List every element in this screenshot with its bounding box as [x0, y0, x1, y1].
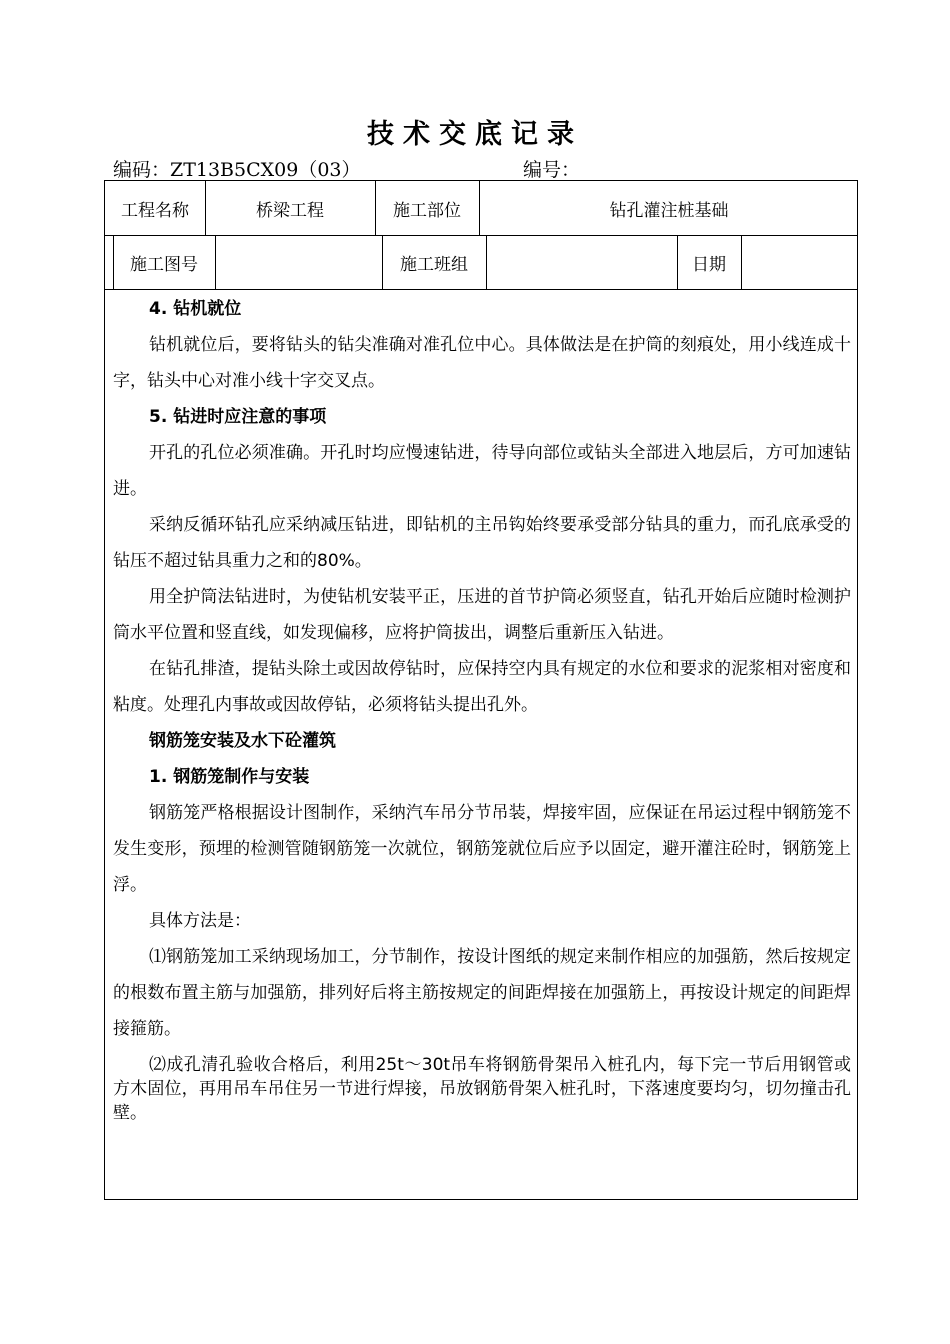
paragraph: 钻机就位后，要将钻头的钻尖准确对准孔位中心。具体做法是在护筒的刻痕处，用小线连成十字，钻头中心对准小线十字交叉点。: [113, 335, 851, 391]
location-label: 施工部位: [393, 200, 461, 221]
document-title: 技术交底记录: [367, 119, 583, 150]
section-heading: 5. 钻进时应注意的事项: [149, 407, 327, 427]
record-table: [104, 180, 858, 1200]
section-heading: 4. 钻机就位: [149, 299, 242, 319]
number-label: 编号：: [523, 159, 581, 181]
paragraph: ⑵成孔清孔验收合格后，利用25t～30t吊车将钢筋骨架吊入桩孔内，每下完一节后用钢管或方木固位，再用吊车吊住另一节进行焊接，吊放钢筋骨架入桩孔时，下落速度要均匀，切勿撞击孔壁。: [113, 1055, 851, 1123]
drawing-no-label: 施工图号: [130, 254, 198, 275]
drawing-no-value: [215, 235, 382, 289]
paragraph: 在钻孔排渣，提钻头除土或因故停钻时，应保持空内具有规定的水位和要求的泥浆相对密度和粘度。处理孔内事故或因故停钻，必须将钻头提出孔外。: [113, 659, 851, 715]
date-value: [741, 235, 859, 289]
location-value: 钻孔灌注桩基础: [609, 200, 729, 221]
section-heading: 1. 钢筋笼制作与安装: [149, 767, 310, 787]
paragraph: 用全护筒法钻进时，为使钻机安装平正，压进的首节护筒必须竖直，钻孔开始后应随时检测护筒水平位置和竖直线，如发现偏移，应将护筒拔出，调整后重新压入钻进。: [113, 587, 851, 643]
code-label: 编码：ZT13B5CX09（03）: [113, 159, 361, 181]
paragraph: 开孔的孔位必须准确。开孔时均应慢速钻进，待导向部位或钻头全部进入地层后，方可加速钻进。: [113, 443, 851, 499]
date-label: 日期: [692, 254, 726, 275]
row-divider-2: [105, 289, 857, 290]
paragraph: 采纳反循环钻孔应采纳减压钻进，即钻机的主吊钩始终要承受部分钻具的重力，而孔底承受的钻压不超过钻具重力之和的80%。: [113, 515, 851, 571]
paragraph: 具体方法是：: [149, 911, 251, 931]
content-area: [113, 291, 851, 1125]
team-label: 施工班组: [400, 254, 468, 275]
paragraph: ⑴钢筋笼加工采纳现场加工，分节制作，按设计图纸的规定来制作相应的加强筋，然后按规定的根数布置主筋与加强筋，排列好后将主筋按规定的间距焊接在加强筋上，再按设计规定的间距焊接箍筋。: [113, 947, 851, 1039]
team-value: [486, 235, 677, 289]
section-heading: 钢筋笼安装及水下砼灌筑: [149, 731, 336, 751]
project-name-value: 桥梁工程: [256, 200, 324, 221]
paragraph: 钢筋笼严格根据设计图制作，采纳汽车吊分节吊装，焊接牢固，应保证在吊运过程中钢筋笼不发生变形，预埋的检测管随钢筋笼一次就位，钢筋笼就位后应予以固定，避开灌注砼时，钢筋笼上浮。: [113, 803, 851, 895]
project-name-label: 工程名称: [121, 200, 189, 221]
